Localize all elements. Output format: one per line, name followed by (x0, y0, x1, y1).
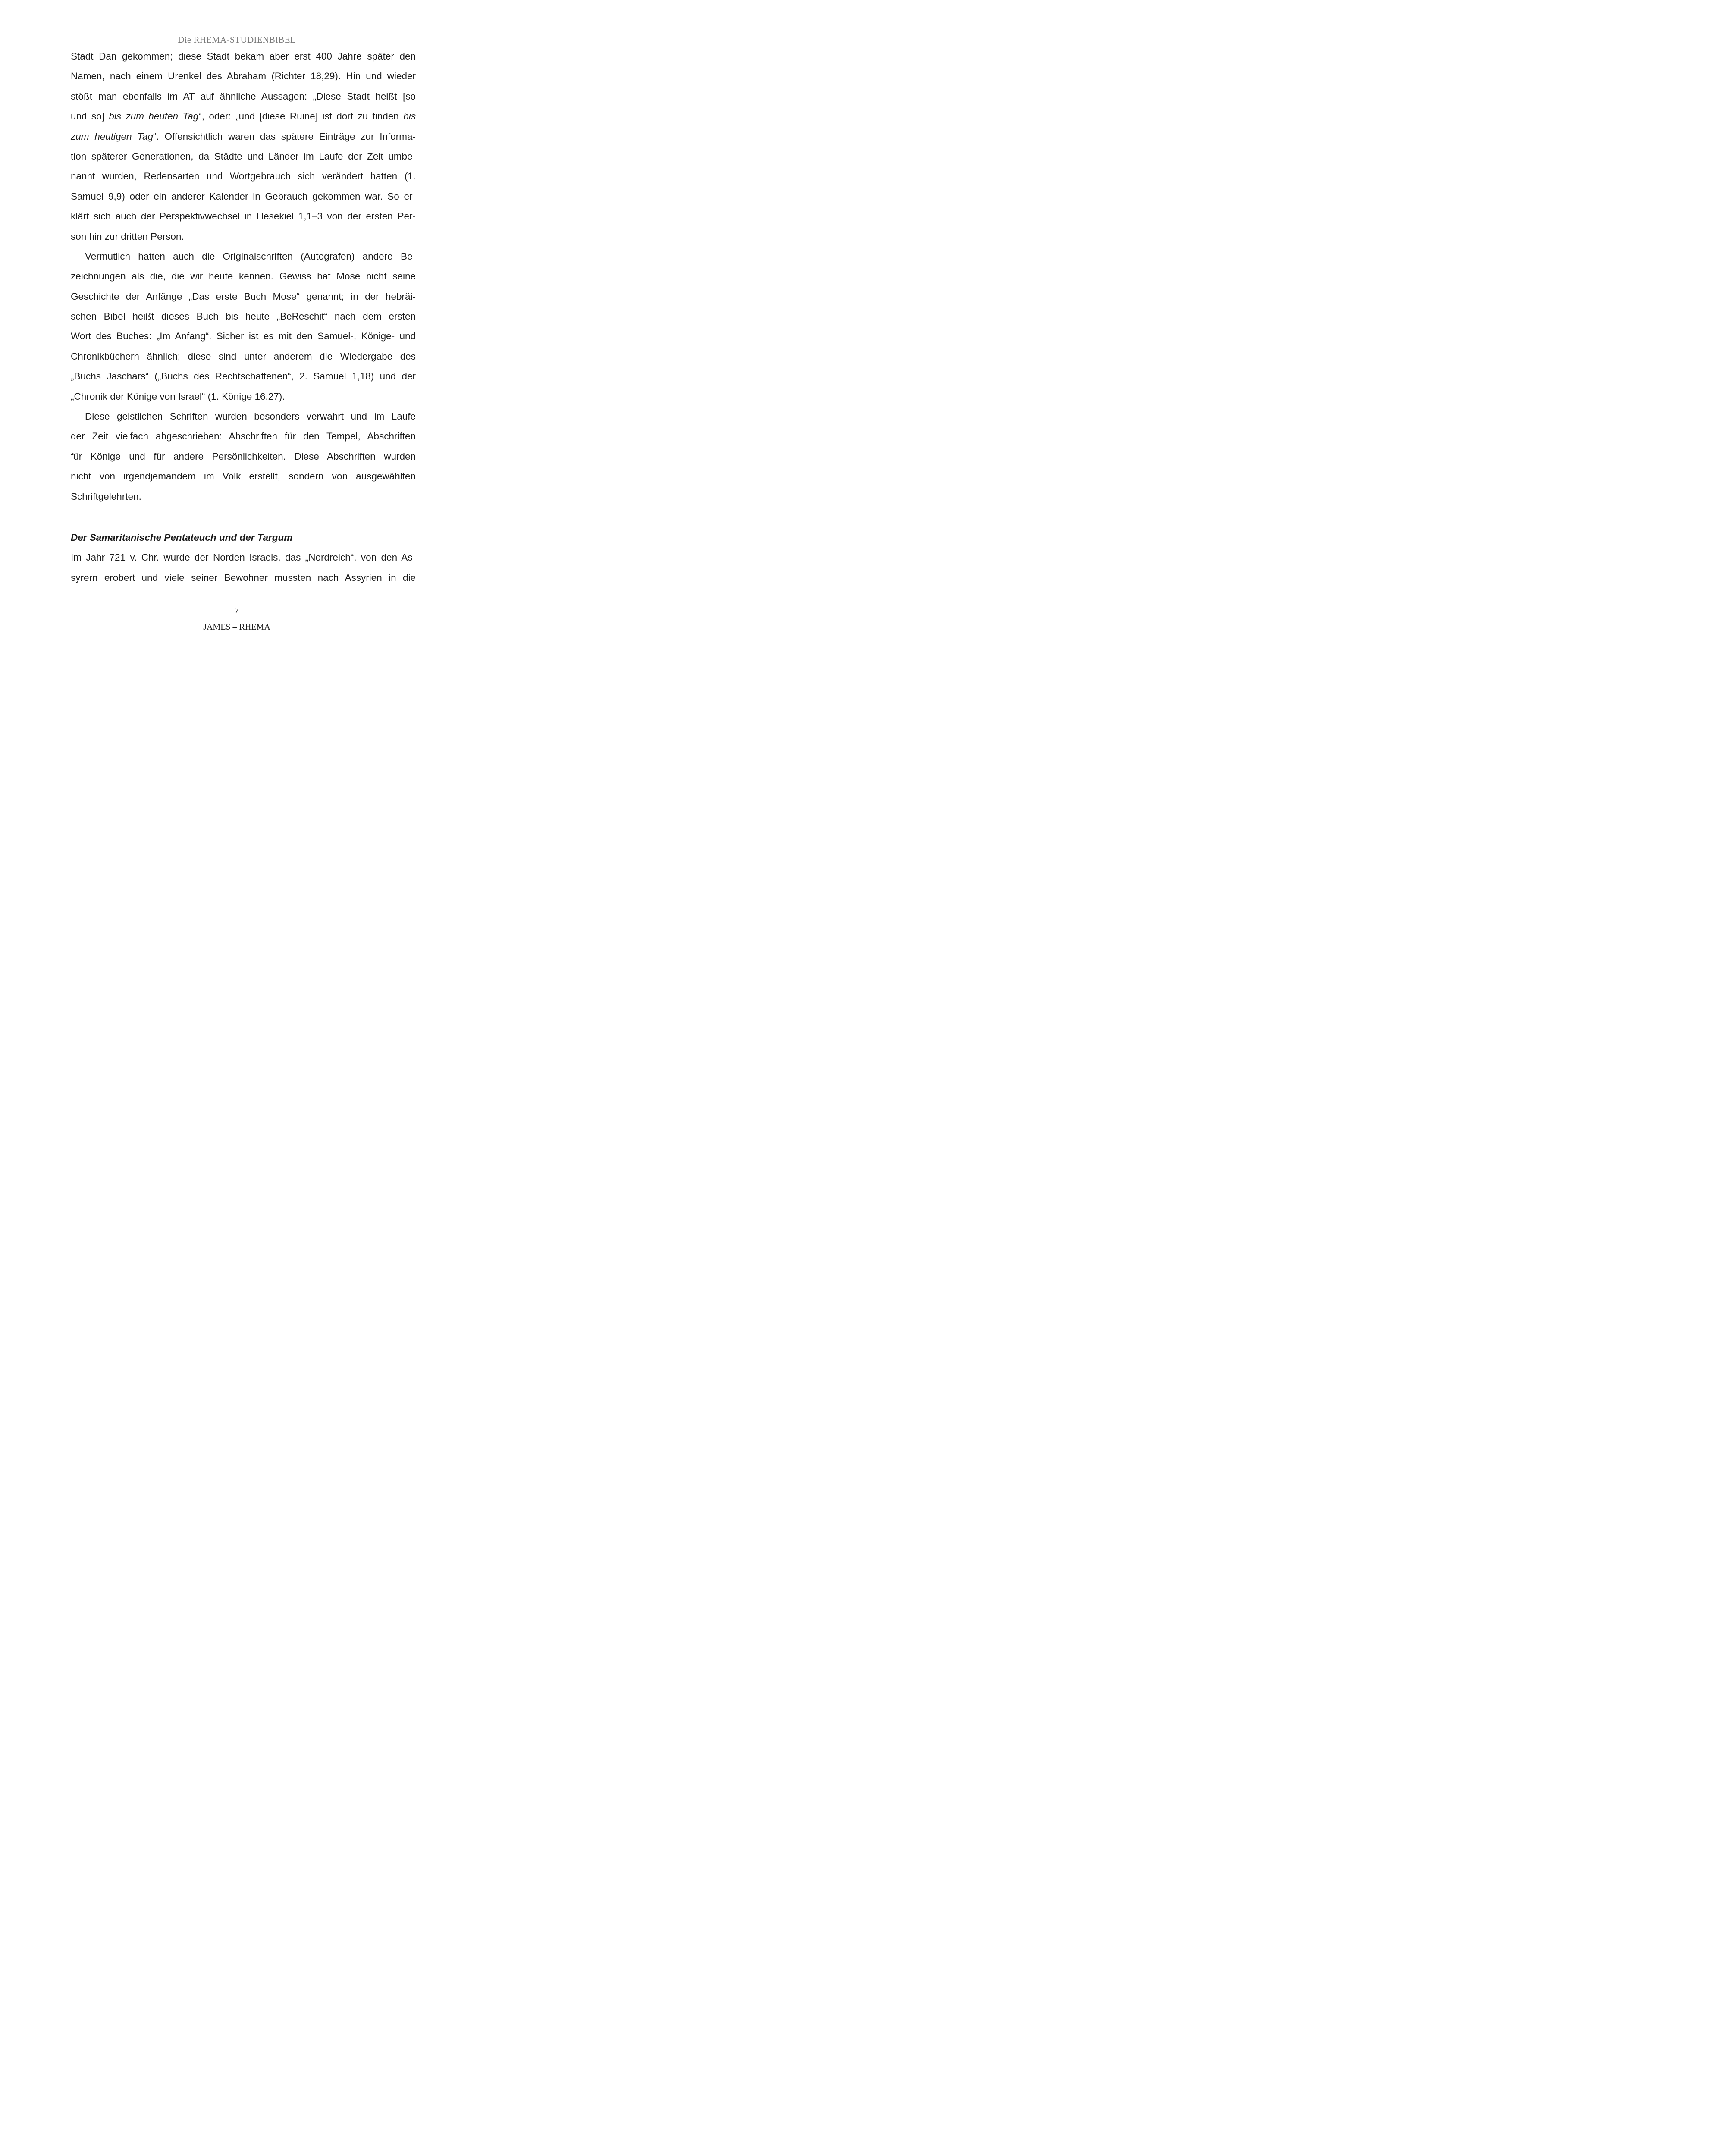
text-line: nicht von irgendjemandem im Volk erstellt, sondern von ausgewählten (71, 471, 416, 482)
text-line (71, 107, 416, 126)
running-footer: JAMES – RHEMA (203, 622, 270, 632)
text-line: Chronikbüchern ähnlich; diese sind unter anderem die Wiedergabe des (71, 351, 416, 362)
italic-run: zum heutigen Tag (71, 131, 154, 142)
text-line: nannt wurden, Redensarten und Wortgebrauch sich verändert hatten (1. (71, 171, 416, 182)
text-line: schen Bibel heißt dieses Buch bis heute „BeReschit“ nach dem ersten (71, 311, 416, 322)
text-line: Geschichte der Anfänge „Das erste Buch Mose“ genannt; in der hebräi- (71, 291, 416, 302)
text-run: “. Offensichtlich waren das spätere Einträge zur Informa- (153, 131, 416, 142)
text-line: klärt sich auch der Perspektivwechsel in Hesekiel 1,1–3 von der ersten Per- (71, 211, 416, 222)
text-line: Namen, nach einem Urenkel des Abraham (Richter 18,29). Hin und wieder (71, 71, 416, 82)
section (71, 528, 416, 588)
text-line: syrern erobert und viele seiner Bewohner mussten nach Assyrien in die (71, 572, 416, 583)
text-line: „Chronik der Könige von Israel“ (1. Könige 16,27). (71, 391, 285, 402)
text-line: son hin zur dritten Person. (71, 231, 184, 242)
text-line (71, 127, 416, 147)
text-line: „Buchs Jaschars“ („Buchs des Rechtschaffenen“, 2. Samuel 1,18) und der (71, 371, 416, 382)
page-number: 7 (235, 606, 239, 615)
paragraph-2 (71, 247, 416, 407)
document-page (0, 0, 474, 668)
italic-run: bis (403, 111, 416, 122)
text-line: Diese geistlichen Schriften wurden besonders verwahrt und im Laufe (85, 411, 416, 422)
text-line: Vermutlich hatten auch die Originalschriften (Autografen) andere Be- (85, 251, 416, 262)
paragraph-3 (71, 407, 416, 507)
text-line: zeichnungen als die, die wir heute kennen. Gewiss hat Mose nicht seine (71, 271, 416, 282)
text-run: und so] (71, 111, 109, 122)
section-heading: Der Samaritanische Pentateuch und der Targum (71, 532, 293, 543)
text-line: Stadt Dan gekommen; diese Stadt bekam aber erst 400 Jahre später den (71, 51, 416, 62)
text-run: “, oder: „und [diese Ruine] ist dort zu finden (198, 111, 404, 122)
text-line: der Zeit vielfach abgeschrieben: Abschriften für den Tempel, Abschriften (71, 431, 416, 442)
section-spacer (71, 507, 416, 528)
italic-run: bis zum heuten Tag (109, 111, 199, 122)
text-line: Samuel 9,9) oder ein anderer Kalender in Gebrauch gekommen war. So er- (71, 191, 416, 202)
text-line: Wort des Buches: „Im Anfang“. Sicher ist es mit den Samuel-, Könige- und (71, 331, 416, 342)
text-line: Schriftgelehrten. (71, 491, 141, 502)
text-line: Im Jahr 721 v. Chr. wurde der Norden Israels, das „Nordreich“, von den As- (71, 552, 416, 563)
running-header: Die RHEMA-STUDIENBIBEL (178, 34, 296, 45)
paragraph-1 (71, 47, 416, 247)
text-line: tion späterer Generationen, da Städte und Länder im Laufe der Zeit umbe- (71, 150, 416, 162)
body-text (71, 47, 416, 588)
text-line: für Könige und für andere Persönlichkeiten. Diese Abschriften wurden (71, 451, 416, 462)
text-line: stößt man ebenfalls im AT auf ähnliche Aussagen: „Diese Stadt heißt [so (71, 91, 416, 102)
